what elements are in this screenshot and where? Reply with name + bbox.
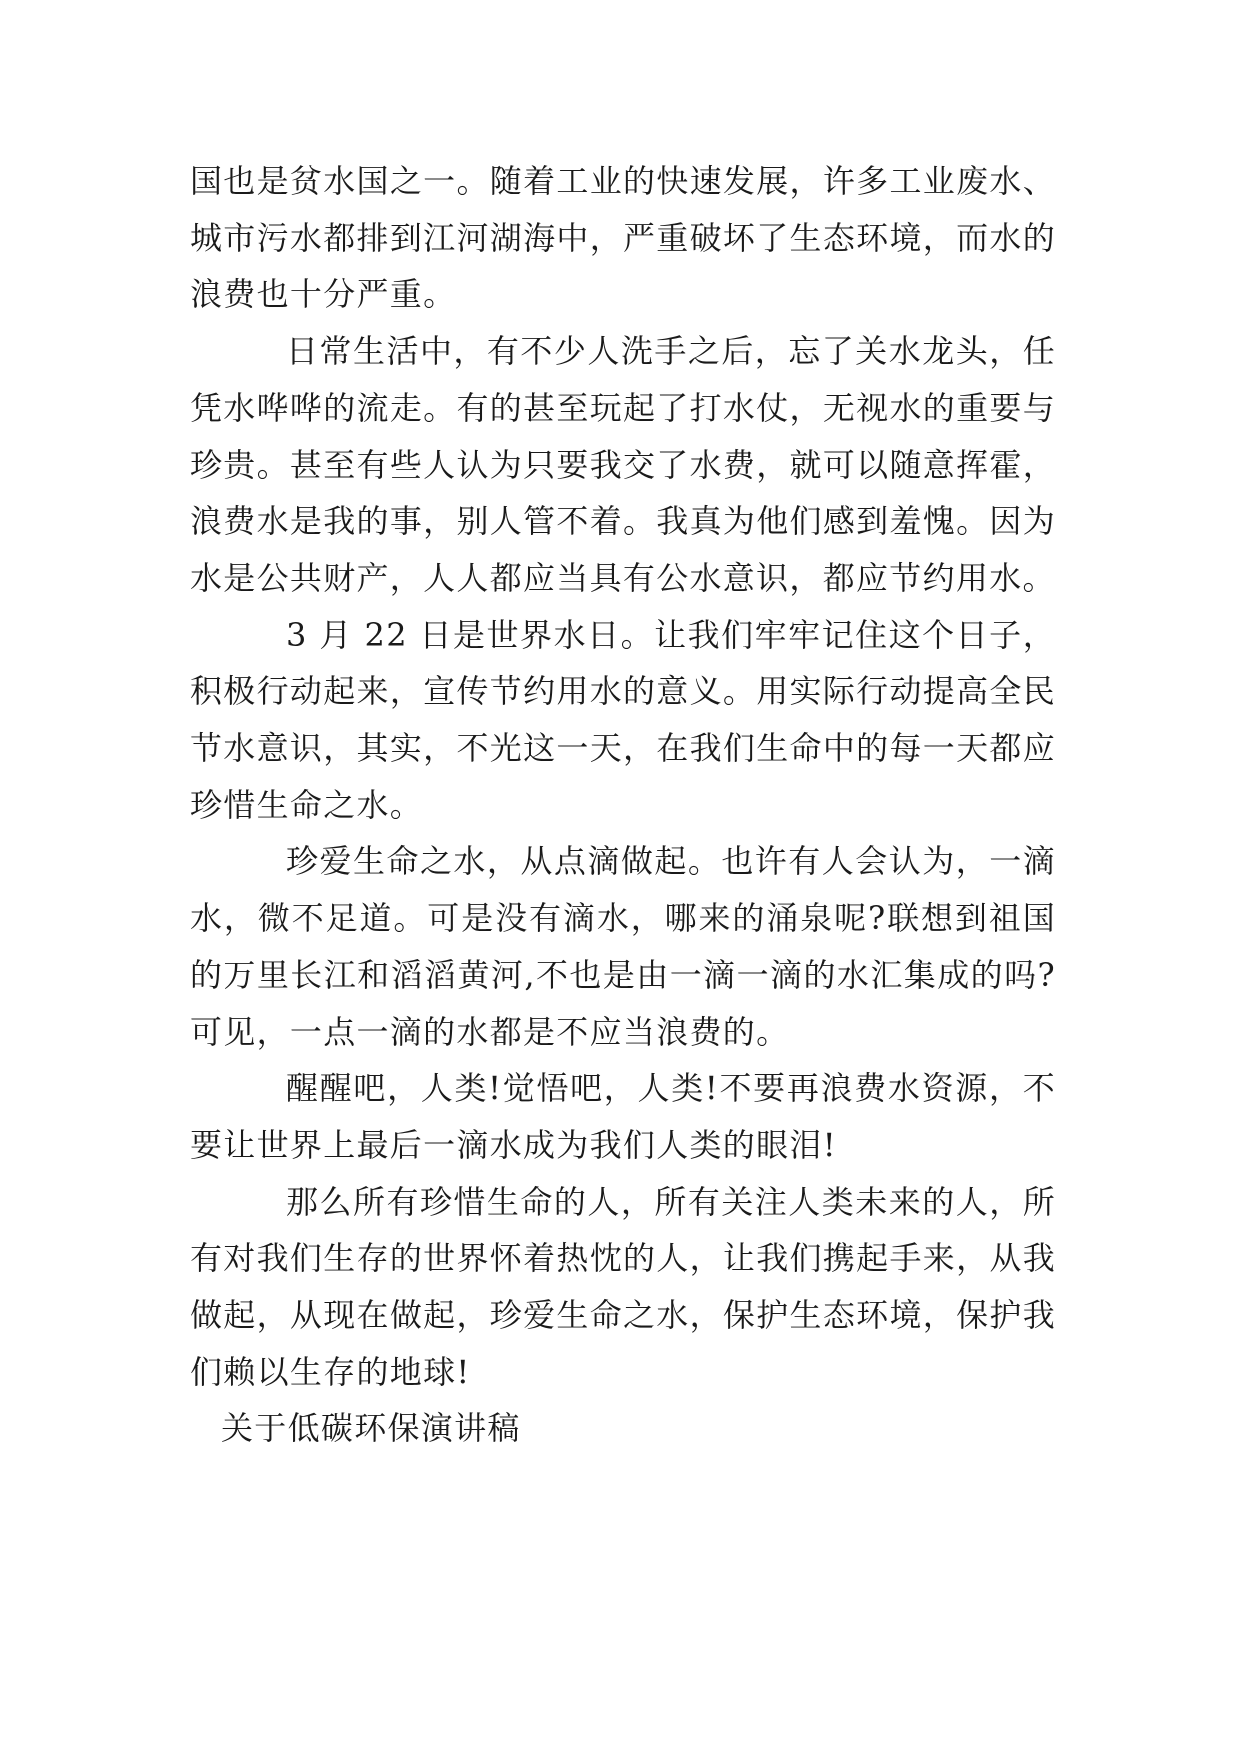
- next-section-heading: 关于低碳环保演讲稿: [221, 1409, 521, 1448]
- paragraph-2: 日常生活中，有不少人洗手之后，忘了关水龙头，任凭水哗哗的流走。有的甚至玩起了打水仗，无视水的重要与珍贵。甚至有些人认为只要我交了水费，就可以随意挥霍，浪费水是我的事，别人管不着。我真为他们感到羞愧。因为水是公共财产，人人都应当具有公水意识，都应节约用水。: [190, 332, 1056, 597]
- paragraph-4: 珍爱生命之水，从点滴做起。也许有人会认为，一滴水，微不足道。可是没有滴水，哪来的涌泉呢?联想到祖国的万里长江和滔滔黄河,不也是由一滴一滴的水汇集成的吗?可见，一点一滴的水都是不应当浪费的。: [190, 842, 1056, 1051]
- document-body: [190, 153, 1056, 1457]
- paragraph-3: 3 月 22 日是世界水日。让我们牢牢记住这个日子，积极行动起来，宣传节约用水的意义。用实际行动提高全民节水意识，其实，不光这一天，在我们生命中的每一天都应珍惜生命之水。: [190, 615, 1056, 824]
- paragraph-6: 那么所有珍惜生命的人，所有关注人类未来的人，所有对我们生存的世界怀着热忱的人，让我们携起手来，从我做起，从现在做起，珍爱生命之水，保护生态环境，保护我们赖以生存的地球!: [190, 1182, 1056, 1391]
- paragraph-5: 醒醒吧，人类!觉悟吧，人类!不要再浪费水资源，不要让世界上最后一滴水成为我们人类的眼泪!: [190, 1069, 1056, 1164]
- paragraph-1: 国也是贫水国之一。随着工业的快速发展，许多工业废水、城市污水都排到江河湖海中，严重破坏了生态环境，而水的浪费也十分严重。: [190, 162, 1056, 314]
